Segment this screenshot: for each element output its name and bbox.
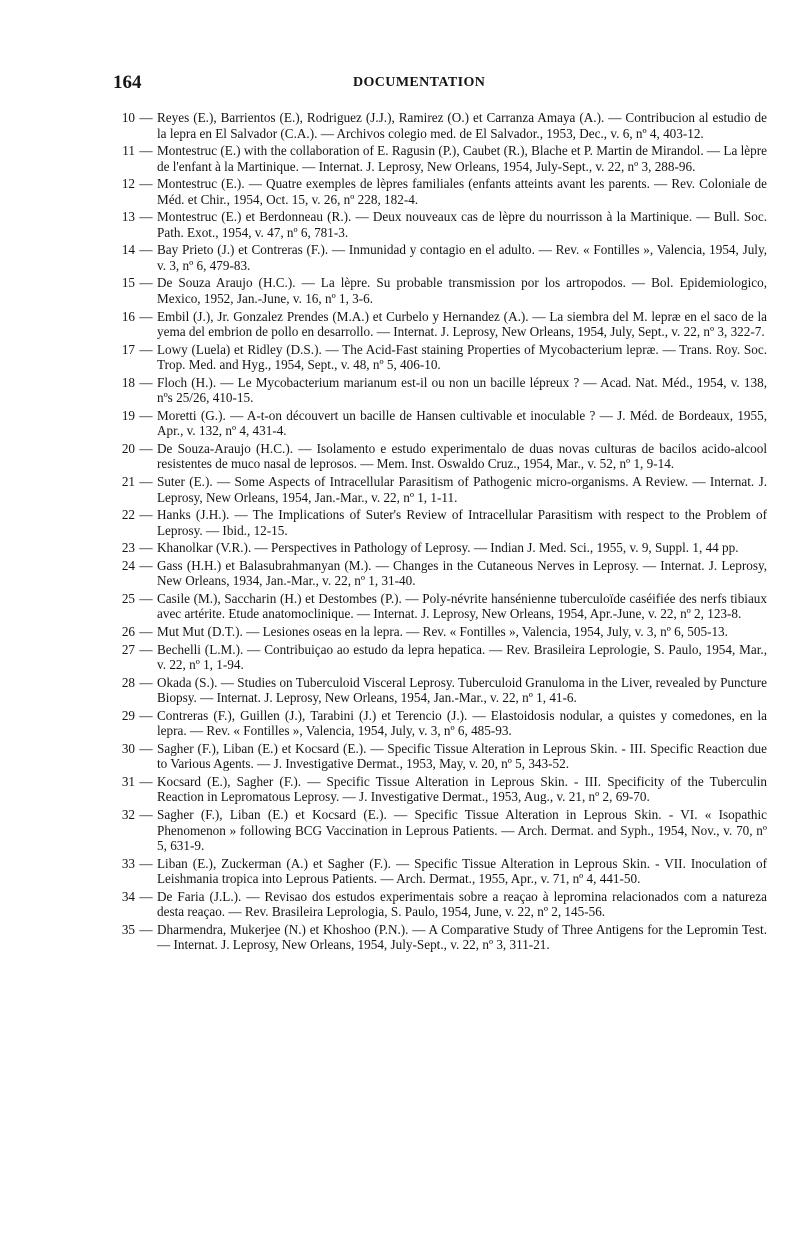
reference-text: Dharmendra, Mukerjee (N.) et Khoshoo (P.N.). — A Comparative Study of Three Antigens for the Lepromin Test. — Internat. J. Leprosy, New Orleans, 1954, July-Sept., v. 22, nº 3, 311-21. bbox=[157, 921, 767, 953]
reference-number: 11 bbox=[122, 143, 135, 159]
reference-dash: — bbox=[139, 143, 153, 159]
reference-dash: — bbox=[139, 740, 153, 756]
reference-text: Bechelli (L.M.). — Contribuiçao ao estudo da lepra hepatica. — Rev. Brasileira Leprologie, S. Paulo, 1954, Mar., v. 22, nº 1, 1-94. bbox=[157, 641, 767, 673]
reference-number: 28 bbox=[121, 674, 135, 690]
reference-dash: — bbox=[139, 209, 153, 225]
reference-number: 13 bbox=[121, 209, 135, 225]
reference-text: Sagher (F.), Liban (E.) et Kocsard (E.). — Specific Tissue Alteration in Leprous Skin. - VI. « Isopathic Phenomenon » following BCG Vaccination in Leprous Patients. — Arch. Dermat. and Syph., 1954, Nov., v. 70, nº 5, 631-9. bbox=[157, 806, 767, 854]
reference-entry bbox=[113, 375, 767, 406]
reference-dash: — bbox=[139, 590, 153, 606]
reference-entry bbox=[113, 774, 767, 805]
reference-number: 34 bbox=[121, 888, 135, 904]
reference-number: 15 bbox=[121, 275, 135, 291]
reference-number: 24 bbox=[121, 557, 135, 573]
reference-dash: — bbox=[139, 308, 153, 324]
reference-text: Khanolkar (V.R.). — Perspectives in Pathology of Leprosy. — Indian J. Med. Sci., 1955, v. 9, Suppl. 1, 44 pp. bbox=[157, 540, 739, 556]
reference-entry bbox=[113, 110, 767, 141]
reference-entry bbox=[113, 408, 767, 439]
reference-dash: — bbox=[139, 921, 153, 937]
reference-number: 30 bbox=[121, 740, 135, 756]
reference-text: Reyes (E.), Barrientos (E.), Rodriguez (J.J.), Ramirez (O.) et Carranza Amaya (A.). — Contribucion al estudio de la lepra en El Salvador (C.A.). — Archivos colegio med. de El Salvador., 1953, Dec., v. 6, nº 4, 403-12. bbox=[157, 110, 767, 141]
page-number: 164 bbox=[113, 72, 142, 93]
reference-entry bbox=[113, 441, 767, 472]
reference-entry bbox=[113, 309, 767, 340]
reference-entry bbox=[113, 474, 767, 505]
reference-entry bbox=[113, 209, 767, 240]
reference-entry bbox=[113, 642, 767, 673]
reference-number: 20 bbox=[121, 440, 135, 456]
reference-entry bbox=[113, 675, 767, 706]
reference-number: 10 bbox=[121, 110, 135, 125]
page-header bbox=[113, 72, 763, 98]
reference-entry bbox=[113, 275, 767, 306]
reference-text: Hanks (J.H.). — The Implications of Suter's Review of Intracellular Parasitism with respect to the Problem of Leprosy. — Ibid., 12-15. bbox=[157, 507, 767, 538]
reference-dash: — bbox=[139, 110, 153, 125]
reference-number: 22 bbox=[121, 507, 135, 523]
reference-text: Moretti (G.). — A-t-on découvert un bacille de Hansen cultivable et inoculable ? — J. Méd. de Bordeaux, 1955, Apr., v. 132, nº 4, 431-4. bbox=[157, 407, 767, 439]
reference-number: 33 bbox=[121, 855, 135, 871]
reference-entry bbox=[113, 540, 767, 556]
reference-text: Embil (J.), Jr. Gonzalez Prendes (M.A.) et Curbelo y Hernandez (A.). — La siembra del M. lepræ en el saco de la yema del embrion de pollo en desarrollo. — Internat. J. Leprosy, New Orleans, 1954, July, Sept., v. 22, nº 3, 322-7. bbox=[157, 308, 767, 340]
reference-number: 16 bbox=[121, 308, 135, 324]
reference-dash: — bbox=[139, 507, 153, 523]
reference-text: Montestruc (E.) with the collaboration of E. Ragusin (P.), Caubet (R.), Blache et P. Martin de Mirandol. — La lèpre de l'enfant à la Martinique. — Internat. J. Leprosy, New Orleans, 1954, July-Sept., v. 22, nº 3, 288-96. bbox=[157, 143, 767, 174]
reference-dash: — bbox=[139, 341, 153, 357]
reference-text: Kocsard (E.), Sagher (F.). — Specific Tissue Alteration in Leprous Skin. - III. Specificity of the Tuberculin Reaction in Lepromatous Leprosy. — J. Investigative Dermat., 1953, Aug., v. 21, nº 2, 69-70. bbox=[157, 773, 767, 805]
reference-text: De Souza Araujo (H.C.). — La lèpre. Su probable transmission por los artropodos. — Bol. Epidemiologico, Mexico, 1952, Jan.-June, v. 16, nº 1, 3-6. bbox=[157, 275, 767, 307]
reference-number: 21 bbox=[121, 474, 135, 490]
reference-entry bbox=[113, 708, 767, 739]
reference-text: De Faria (J.L.). — Revisao dos estudos experimentais sobre a reaçao à lepromina relacionados com a natureza desta reaçao. — Rev. Brasileira Leprologia, S. Paulo, 1954, June, v. 22, nº 2, 145-56. bbox=[157, 888, 767, 920]
reference-entry bbox=[113, 342, 767, 373]
reference-entry bbox=[113, 591, 767, 622]
reference-dash: — bbox=[139, 176, 153, 192]
reference-dash: — bbox=[139, 855, 153, 871]
reference-number: 31 bbox=[121, 773, 135, 789]
reference-text: Montestruc (E.). — Quatre exemples de lèpres familiales (enfants atteints avant les parents. — Rev. Coloniale de Méd. et Chir., 1954, Oct. 15, v. 26, nº 228, 182-4. bbox=[157, 176, 767, 207]
reference-number: 25 bbox=[121, 590, 135, 606]
reference-entry bbox=[113, 922, 767, 953]
reference-dash: — bbox=[139, 707, 153, 723]
reference-number: 12 bbox=[121, 176, 135, 192]
reference-entry bbox=[113, 242, 767, 273]
reference-number: 26 bbox=[121, 623, 135, 639]
reference-number: 35 bbox=[121, 921, 135, 937]
reference-text: Okada (S.). — Studies on Tuberculoid Visceral Leprosy. Tuberculoid Granuloma in the Liver, revealed by Puncture Biopsy. — Internat. J. Leprosy, New Orleans, 1954, Jan.-Mar., v. 22, nº 1, 41-6. bbox=[157, 674, 767, 706]
reference-dash: — bbox=[139, 674, 153, 690]
reference-number: 32 bbox=[121, 806, 135, 822]
reference-text: Casile (M.), Saccharin (H.) et Destombes (P.). — Poly-névrite hansénienne tuberculoïde caséifiée des nerfs tibiaux avec artérite. Etude anatomoclinique. — Internat. J. Leprosy, New Orleans, 1954, Apr.-June, v. 22, nº 2, 123-8. bbox=[157, 590, 767, 622]
reference-entry bbox=[113, 624, 767, 640]
reference-dash: — bbox=[139, 623, 153, 639]
reference-text: Contreras (F.), Guillen (J.), Tarabini (J.) et Terencio (J.). — Elastoidosis nodular, a quistes y comedones, en la lepra. — Rev. « Fontilles », Valencia, 1954, July, v. 3, nº 6, 485-93. bbox=[157, 707, 767, 739]
reference-dash: — bbox=[139, 275, 153, 291]
reference-number: 27 bbox=[121, 641, 135, 657]
reference-dash: — bbox=[139, 242, 153, 258]
reference-entry bbox=[113, 807, 767, 854]
reference-dash: — bbox=[139, 407, 153, 423]
reference-number: 19 bbox=[121, 407, 135, 423]
reference-dash: — bbox=[139, 440, 153, 456]
running-title: DOCUMENTATION bbox=[353, 75, 486, 90]
reference-text: Floch (H.). — Le Mycobacterium marianum est-il ou non un bacille lépreux ? — Acad. Nat. Méd., 1954, v. 138, nºs 25/26, 410-15. bbox=[157, 374, 767, 406]
reference-dash: — bbox=[139, 641, 153, 657]
reference-number: 23 bbox=[121, 540, 135, 556]
reference-dash: — bbox=[139, 888, 153, 904]
reference-dash: — bbox=[139, 374, 153, 390]
reference-text: Suter (E.). — Some Aspects of Intracellular Parasitism of Pathogenic micro-organisms. A Review. — Internat. J. Leprosy, New Orleans, 1954, Jan.-Mar., v. 22, nº 1, 1-11. bbox=[157, 474, 767, 505]
reference-entry bbox=[113, 889, 767, 920]
reference-text: Gass (H.H.) et Balasubrahmanyan (M.). — Changes in the Cutaneous Nerves in Leprosy. — Internat. J. Leprosy, New Orleans, 1934, Jan.-Mar., v. 22, nº 1, 31-40. bbox=[157, 557, 767, 589]
reference-number: 18 bbox=[121, 374, 135, 390]
reference-number: 29 bbox=[121, 707, 135, 723]
reference-list bbox=[113, 110, 767, 955]
reference-entry bbox=[113, 143, 767, 174]
reference-dash: — bbox=[139, 474, 153, 490]
reference-dash: — bbox=[139, 540, 153, 556]
reference-dash: — bbox=[139, 806, 153, 822]
reference-entry bbox=[113, 741, 767, 772]
reference-text: Sagher (F.), Liban (E.) et Kocsard (E.). — Specific Tissue Alteration in Leprous Skin. - III. Specific Reaction due to Various Agents. — J. Investigative Dermat., 1953, May, v. 20, nº 5, 343-52. bbox=[157, 740, 767, 772]
reference-text: Montestruc (E.) et Berdonneau (R.). — Deux nouveaux cas de lèpre du nourrisson à la Martinique. — Bull. Soc. Path. Exot., 1954, v. 47, nº 6, 781-3. bbox=[157, 209, 767, 240]
reference-number: 14 bbox=[121, 242, 135, 258]
reference-entry bbox=[113, 507, 767, 538]
reference-text: Lowy (Luela) et Ridley (D.S.). — The Acid-Fast staining Properties of Mycobacterium lepræ. — Trans. Roy. Soc. Trop. Med. and Hyg., 1954, Sept., v. 48, nº 5, 406-10. bbox=[157, 341, 767, 373]
reference-entry bbox=[113, 856, 767, 887]
reference-text: Liban (E.), Zuckerman (A.) et Sagher (F.). — Specific Tissue Alteration in Leprous Skin. - VII. Inoculation of Leishmania tropica into Leprous Patients. — Arch. Dermat., 1955, Apr., v. 71, nº 4, 441-50. bbox=[157, 855, 767, 887]
reference-text: Bay Prieto (J.) et Contreras (F.). — Inmunidad y contagio en el adulto. — Rev. « Fontilles », Valencia, 1954, July, v. 3, nº 6, 479-83. bbox=[157, 242, 767, 273]
reference-dash: — bbox=[139, 773, 153, 789]
reference-text: Mut Mut (D.T.). — Lesiones oseas en la lepra. — Rev. « Fontilles », Valencia, 1954, July, v. 3, nº 6, 505-13. bbox=[157, 623, 728, 639]
reference-number: 17 bbox=[121, 341, 135, 357]
reference-dash: — bbox=[139, 557, 153, 573]
reference-entry bbox=[113, 176, 767, 207]
reference-text: De Souza-Araujo (H.C.). — Isolamento e estudo experimentalo de duas novas culturas de bacilos acido-alcool resistentes de muco nasal de leprosos. — Mem. Inst. Oswaldo Cruz., 1954, Mar., v. 52, nº 1, 9-14. bbox=[157, 440, 767, 472]
reference-entry bbox=[113, 558, 767, 589]
